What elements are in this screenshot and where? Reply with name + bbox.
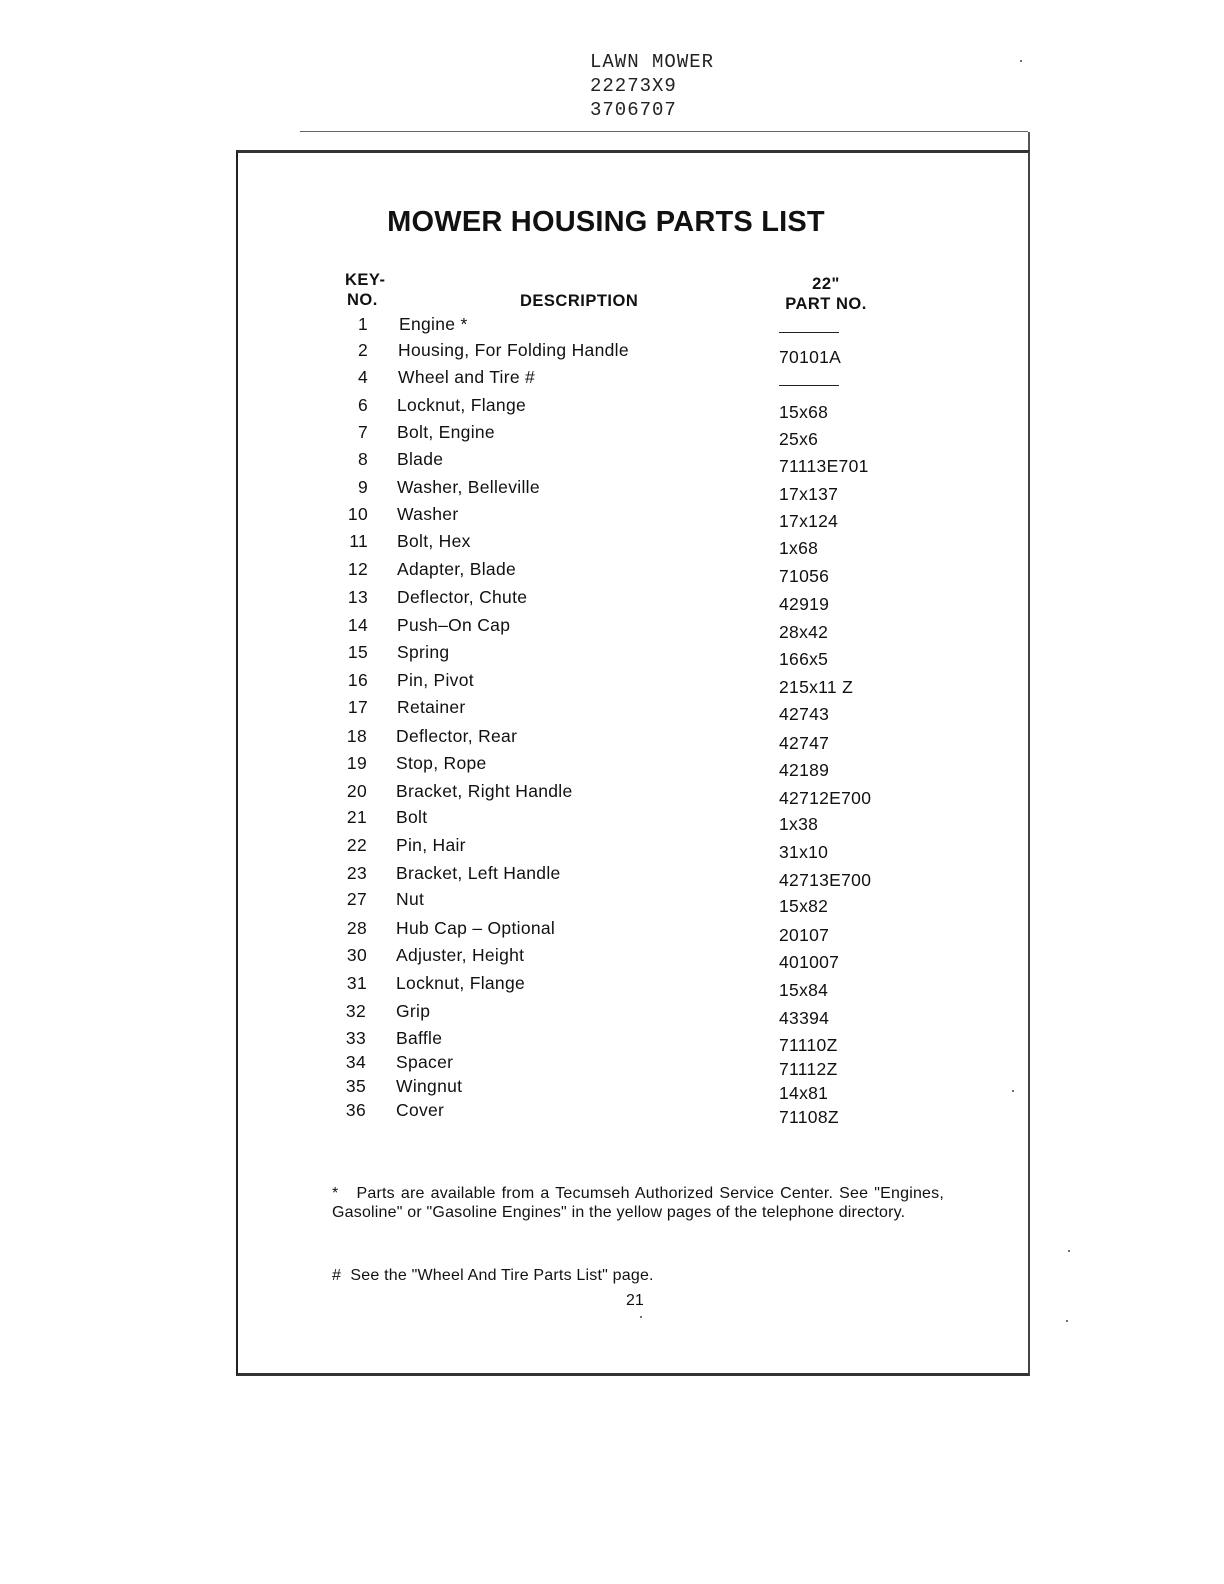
key-number: 35 bbox=[345, 1076, 366, 1096]
table-row bbox=[0, 670, 1224, 697]
key-number: 1 bbox=[357, 314, 368, 334]
part-number: 1x68 bbox=[779, 538, 819, 558]
table-row bbox=[0, 889, 1224, 916]
part-number: 42189 bbox=[779, 760, 830, 780]
table-row bbox=[0, 422, 1224, 449]
part-description: Pin, Hair bbox=[396, 835, 466, 855]
scan-speck bbox=[1068, 1250, 1070, 1252]
key-number: 8 bbox=[357, 449, 368, 469]
part-number: 71113E701 bbox=[779, 456, 869, 476]
part-number: 31x10 bbox=[779, 842, 829, 862]
table-row bbox=[0, 449, 1224, 476]
part-description: Locknut, Flange bbox=[396, 973, 526, 993]
key-number: 10 bbox=[347, 504, 368, 524]
table-row bbox=[0, 918, 1224, 945]
key-number: 22 bbox=[346, 835, 367, 855]
part-description: Wheel and Tire # bbox=[398, 367, 536, 387]
table-row bbox=[0, 753, 1224, 780]
part-number: 215x11 Z bbox=[779, 677, 854, 697]
key-number: 12 bbox=[347, 559, 368, 579]
part-no-header bbox=[784, 274, 868, 314]
part-description: Baffle bbox=[396, 1028, 443, 1048]
table-row bbox=[0, 559, 1224, 586]
table-row bbox=[0, 1052, 1224, 1079]
key-number: 31 bbox=[346, 973, 367, 993]
part-number: 42919 bbox=[779, 594, 830, 614]
blank-line bbox=[779, 385, 839, 386]
part-number: 14x81 bbox=[779, 1083, 829, 1103]
table-row bbox=[0, 697, 1224, 724]
part-description: Bracket, Right Handle bbox=[396, 781, 573, 801]
key-number: 23 bbox=[346, 863, 367, 883]
part-description: Bolt bbox=[396, 807, 428, 827]
key-number: 9 bbox=[357, 477, 368, 497]
part-number: 17x137 bbox=[779, 484, 839, 504]
model-stamp bbox=[590, 50, 714, 122]
part-number: 1x38 bbox=[779, 814, 819, 834]
part-description: Deflector, Rear bbox=[396, 726, 518, 746]
part-number: 25x6 bbox=[779, 429, 819, 449]
part-description: Retainer bbox=[397, 697, 466, 717]
page-edge-top bbox=[300, 131, 1028, 132]
part-description: Stop, Rope bbox=[396, 753, 487, 773]
part-number: 42747 bbox=[779, 733, 830, 753]
part-description: Hub Cap – Optional bbox=[396, 918, 556, 938]
part-header-line1: 22" bbox=[812, 275, 840, 293]
key-number: 21 bbox=[346, 807, 367, 827]
part-description: Bracket, Left Handle bbox=[396, 863, 561, 883]
table-row bbox=[0, 945, 1224, 972]
table-row bbox=[0, 642, 1224, 669]
table-row bbox=[0, 973, 1224, 1000]
part-number: 70101A bbox=[779, 347, 842, 367]
key-number: 33 bbox=[345, 1028, 366, 1048]
key-number: 18 bbox=[346, 726, 367, 746]
key-no-header bbox=[345, 270, 386, 310]
key-number: 6 bbox=[357, 395, 368, 415]
key-number: 34 bbox=[345, 1052, 366, 1072]
table-row bbox=[0, 1001, 1224, 1028]
part-number: 71108Z bbox=[779, 1107, 839, 1127]
table-row bbox=[0, 367, 1224, 391]
part-number: 71056 bbox=[779, 566, 830, 586]
key-number: 11 bbox=[349, 531, 368, 551]
part-number-not-listed-dash bbox=[779, 321, 839, 342]
table-row bbox=[0, 615, 1224, 642]
part-number: 166x5 bbox=[779, 649, 829, 669]
part-description: Locknut, Flange bbox=[397, 395, 527, 415]
table-row bbox=[0, 807, 1224, 834]
scan-speck bbox=[1020, 60, 1022, 62]
part-number: 43394 bbox=[779, 1008, 830, 1028]
part-description: Pin, Pivot bbox=[397, 670, 474, 690]
part-description: Engine * bbox=[399, 314, 468, 334]
part-description: Wingnut bbox=[396, 1076, 463, 1096]
table-row bbox=[0, 340, 1224, 367]
part-description: Spacer bbox=[396, 1052, 454, 1072]
part-description: Spring bbox=[397, 642, 450, 662]
part-description: Deflector, Chute bbox=[397, 587, 528, 607]
part-number-not-listed-dash bbox=[779, 374, 839, 395]
part-description: Blade bbox=[397, 449, 444, 469]
blank-line bbox=[779, 332, 839, 333]
part-number: 71112Z bbox=[779, 1059, 838, 1079]
table-row bbox=[0, 395, 1224, 422]
table-row bbox=[0, 1076, 1224, 1103]
key-number: 4 bbox=[357, 367, 368, 387]
part-description: Bolt, Engine bbox=[397, 422, 495, 442]
table-row bbox=[0, 587, 1224, 614]
part-description: Nut bbox=[396, 889, 425, 909]
key-number: 17 bbox=[347, 697, 368, 717]
part-number: 42713E700 bbox=[779, 870, 872, 890]
table-row bbox=[0, 835, 1224, 862]
part-description: Adjuster, Height bbox=[396, 945, 525, 965]
page-number: 21 bbox=[626, 1292, 644, 1309]
product-name: LAWN MOWER bbox=[590, 51, 715, 73]
table-row bbox=[0, 726, 1224, 753]
part-description: Adapter, Blade bbox=[397, 559, 517, 579]
table-row bbox=[0, 1100, 1224, 1127]
part-header-line2: PART NO. bbox=[785, 295, 867, 313]
key-number: 36 bbox=[345, 1100, 366, 1120]
part-description: Grip bbox=[396, 1001, 431, 1021]
part-description: Housing, For Folding Handle bbox=[398, 340, 629, 360]
table-row bbox=[0, 781, 1224, 808]
key-number: 13 bbox=[347, 587, 368, 607]
part-description: Cover bbox=[396, 1100, 445, 1120]
part-description: Bolt, Hex bbox=[397, 531, 471, 551]
table-row bbox=[0, 531, 1224, 558]
part-number: 15x82 bbox=[779, 896, 829, 916]
part-description: Washer bbox=[397, 504, 459, 524]
part-number: 15x68 bbox=[779, 402, 829, 422]
scan-speck bbox=[640, 1316, 642, 1318]
part-number: 20107 bbox=[779, 925, 830, 945]
part-description: Push–On Cap bbox=[397, 615, 511, 635]
scan-speck bbox=[1066, 1320, 1068, 1322]
key-number: 28 bbox=[346, 918, 367, 938]
key-number: 16 bbox=[347, 670, 368, 690]
part-number: 15x84 bbox=[779, 980, 829, 1000]
key-number: 7 bbox=[357, 422, 368, 442]
part-number: 71110Z bbox=[779, 1035, 838, 1055]
manual-number: 3706707 bbox=[590, 99, 677, 121]
footnote-asterisk-mark: * bbox=[332, 1185, 339, 1202]
table-row bbox=[0, 477, 1224, 504]
key-number: 30 bbox=[346, 945, 367, 965]
key-header-line2: NO. bbox=[347, 291, 378, 309]
footnote-availability-text: Parts are available from a Tecumseh Authorized Service Center. See "Engines, Gasoline" or "Gasoline Engines" in the yellow pages of the telephone directory. bbox=[332, 1185, 944, 1221]
footnote-wheel-tire bbox=[332, 1266, 944, 1285]
key-header-line1: KEY- bbox=[345, 271, 386, 289]
model-number: 22273X9 bbox=[590, 75, 677, 97]
page-title bbox=[0, 206, 1224, 239]
part-number: 28x42 bbox=[779, 622, 829, 642]
key-number: 19 bbox=[346, 753, 367, 773]
key-number: 20 bbox=[346, 781, 367, 801]
footnote-hash-mark: # bbox=[332, 1267, 342, 1284]
part-number: 42712E700 bbox=[779, 788, 872, 808]
part-number: 42743 bbox=[779, 704, 830, 724]
key-number: 27 bbox=[346, 889, 367, 909]
description-header: DESCRIPTION bbox=[520, 292, 639, 310]
table-row bbox=[0, 1028, 1224, 1055]
scan-speck bbox=[1012, 1090, 1014, 1092]
page-title-text: MOWER HOUSING PARTS LIST bbox=[387, 206, 825, 238]
part-number: 401007 bbox=[779, 952, 840, 972]
table-row bbox=[0, 314, 1224, 338]
table-row bbox=[0, 504, 1224, 531]
footnote-wheel-tire-text: See the "Wheel And Tire Parts List" page. bbox=[350, 1267, 654, 1284]
key-number: 32 bbox=[345, 1001, 366, 1021]
part-number: 17x124 bbox=[779, 511, 839, 531]
footnote-availability bbox=[332, 1184, 944, 1222]
table-row bbox=[0, 863, 1224, 890]
key-number: 14 bbox=[347, 615, 368, 635]
part-description: Washer, Belleville bbox=[397, 477, 540, 497]
key-number: 2 bbox=[357, 340, 368, 360]
key-number: 15 bbox=[347, 642, 368, 662]
